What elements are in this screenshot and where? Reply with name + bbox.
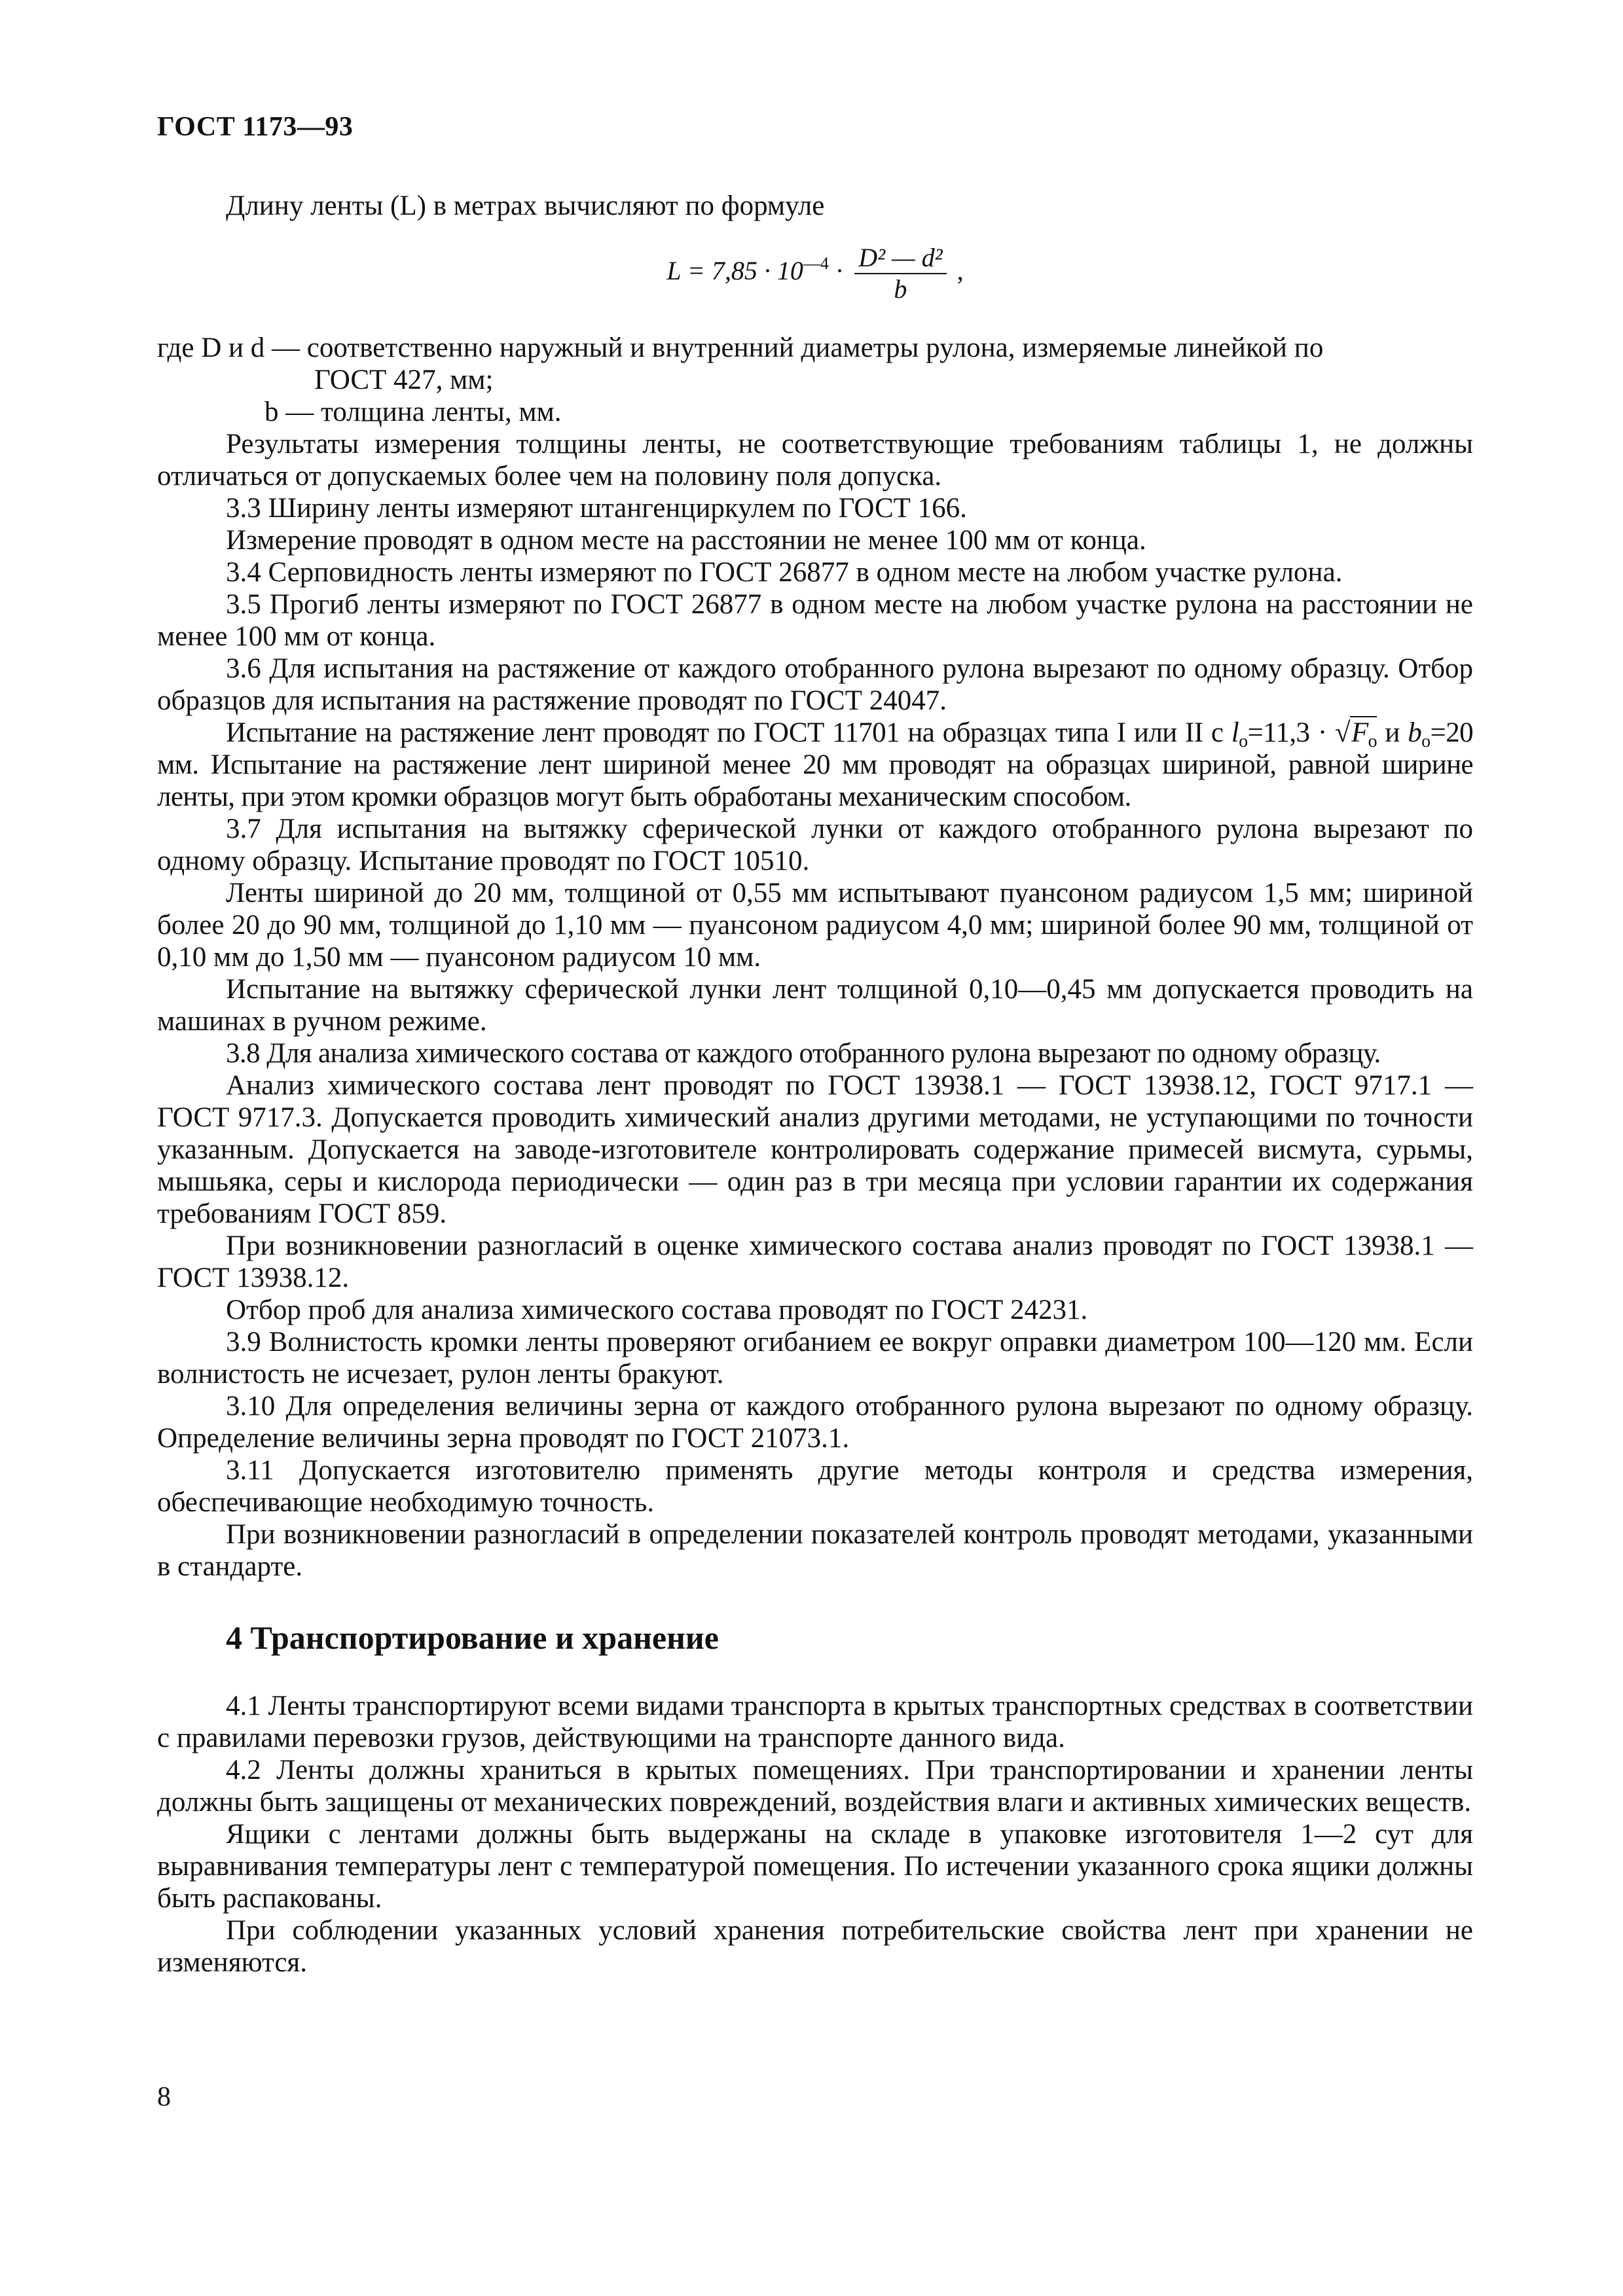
formula-exponent: —4	[803, 254, 829, 274]
definition-term: где D и d —	[157, 332, 307, 363]
document-body	[157, 190, 1473, 1979]
tensile-b0: b	[1408, 717, 1422, 748]
tensile-start: Испытание на растяжение лент проводят по ГОСТ 11701 на образцах типа I или II с	[226, 717, 1231, 748]
paragraph: 3.6 Для испытания на растяжение от каждого отобранного рулона вырезают по одному образцу. Отбор образцов для испытания на растяжение проводят по ГОСТ 24047.	[157, 653, 1473, 716]
paragraph: При соблюдении указанных условий хранения потребительские свойства лент при хранении не изменяются.	[157, 1915, 1473, 1978]
formula-numerator: D² — d²	[854, 243, 946, 274]
paragraph: 3.9 Волнистость кромки ленты проверяют огибанием ее вокруг оправки диаметром 100—120 мм. Если волнистость не исчезает, рулон ленты бракуют.	[157, 1327, 1473, 1390]
paragraph: 3.4 Серповидность ленты измеряют по ГОСТ 26877 в одном месте на любом участке рулона.	[226, 557, 1343, 588]
tensile-l0: l	[1231, 717, 1239, 748]
paragraph: 3.8 Для анализа химического состава от каждого отобранного рулона вырезают по одному образцу.	[226, 1038, 1381, 1069]
paragraph: 3.7 Для испытания на вытяжку сферической лунки от каждого отобранного рулона вырезают по одному образцу. Испытание проводят по ГОСТ 10510.	[157, 814, 1473, 876]
paragraph: Ящики с лентами должны быть выдержаны на складе в упаковке изготовителя 1—2 сут для выравнивания температуры лент с температурой помещения. По истечении указанного срока ящики должны быть распакованы.	[157, 1819, 1473, 1914]
section-heading: 4 Транспортирование и хранение	[226, 1619, 719, 1656]
paragraph: Отбор проб для анализа химического состава проводят по ГОСТ 24231.	[226, 1295, 1088, 1325]
formula-tail: ,	[950, 256, 964, 286]
length-formula	[157, 243, 1473, 304]
definition-continuation: ГОСТ 427, мм;	[314, 365, 494, 395]
formula-intro: Длину ленты (L) в метрах вычисляют по формуле	[226, 190, 825, 221]
formula-fraction	[854, 243, 946, 304]
tensile-f0-sub: o	[1368, 731, 1377, 751]
paragraph: 3.5 Прогиб ленты измеряют по ГОСТ 26877 в одном месте на любом участке рулона на расстоянии не менее 100 мм от конца.	[157, 589, 1473, 652]
paragraph: 3.10 Для определения величины зерна от каждого отобранного рулона вырезают по одному образцу. Определение величины зерна проводят по ГОСТ 21073.1.	[157, 1391, 1473, 1454]
paragraph: Испытание на вытяжку сферической лунки лент толщиной 0,10—0,45 мм допускается проводить на машинах в ручном режиме.	[157, 974, 1473, 1037]
paragraph: Результаты измерения толщины ленты, не соответствующие требованиям таблицы 1, не должны отличаться от допускаемых более чем на половину поля допуска.	[157, 429, 1473, 492]
paragraph: Измерение проводят в одном месте на расстоянии не менее 100 мм от конца.	[226, 525, 1146, 556]
paragraph: При возникновении разногласий в оценке химического состава анализ проводят по ГОСТ 13938.1 — ГОСТ 13938.12.	[157, 1230, 1473, 1293]
definition-dd	[157, 332, 1473, 364]
definition-term: b —	[264, 397, 321, 427]
formula-mid: ·	[828, 256, 851, 286]
tensile-l0-sub: o	[1239, 731, 1248, 751]
tensile-rest: =20 мм. Испытание на растяжение лент шириной менее 20 мм проводят на образцах шириной, равной ширине ленты, при этом кромки образцов могут быть обработаны механическим способом.	[157, 717, 1473, 812]
tensile-f0: F	[1351, 717, 1368, 748]
paragraph: Анализ химического состава лент проводят по ГОСТ 13938.1 — ГОСТ 13938.12, ГОСТ 9717.1 — ГОСТ 9717.3. Допускается проводить химический анализ другими методами, не уступающими по точности указанным. Допускается на заводе-изготовителе контролировать содержание примесей висмута, сурьмы, мышьяка, серы и кислорода периодически — один раз в три месяца при условии гарантии их содержания требованиям ГОСТ 859.	[157, 1070, 1473, 1229]
paragraph: При возникновении разногласий в определении показателей контроль проводят методами, указанными в стандарте.	[157, 1519, 1473, 1582]
formula-lhs: L = 7,85 · 10	[666, 256, 803, 286]
definition-b	[157, 396, 1473, 428]
sqrt-bar	[1350, 716, 1377, 751]
paragraph: 3.11 Допускается изготовителю применять другие методы контроля и средства измерения, обеспечивающие необходимую точность.	[157, 1455, 1473, 1518]
paragraph: Ленты шириной до 20 мм, толщиной от 0,55 мм испытывают пуансоном радиусом 1,5 мм; шириной более 20 до 90 мм, толщиной до 1,10 мм — пуансоном радиусом 4,0 мм; шириной более 90 мм, толщиной от 0,10 мм до 1,50 мм — пуансоном радиусом 10 мм.	[157, 878, 1473, 973]
document-header: ГОСТ 1173—93	[157, 112, 354, 142]
paragraph: 4.1 Ленты транспортируют всеми видами транспорта в крытых транспортных средствах в соответствии с правилами перевозки грузов, действующими на транспорте данного вида.	[157, 1691, 1473, 1753]
paragraph: 3.3 Ширину ленты измеряют штангенциркулем по ГОСТ 166.	[226, 493, 967, 524]
tensile-eq: =11,3 · √	[1247, 717, 1350, 748]
page-number: 8	[157, 2082, 171, 2112]
paragraph: 4.2 Ленты должны храниться в крытых помещениях. При транспортировании и хранении ленты должны быть защищены от механических повреждений, воздействия влаги и активных химических веществ.	[157, 1755, 1473, 1818]
definition-text: толщина ленты, мм.	[321, 397, 562, 427]
tensile-paragraph	[157, 717, 1473, 813]
tensile-and: и	[1377, 717, 1408, 748]
definition-text: соответственно наружный и внутренний диаметры рулона, измеряемые линейкой по	[306, 332, 1324, 363]
formula-denominator: b	[894, 274, 907, 304]
tensile-b0-sub: o	[1421, 731, 1431, 751]
